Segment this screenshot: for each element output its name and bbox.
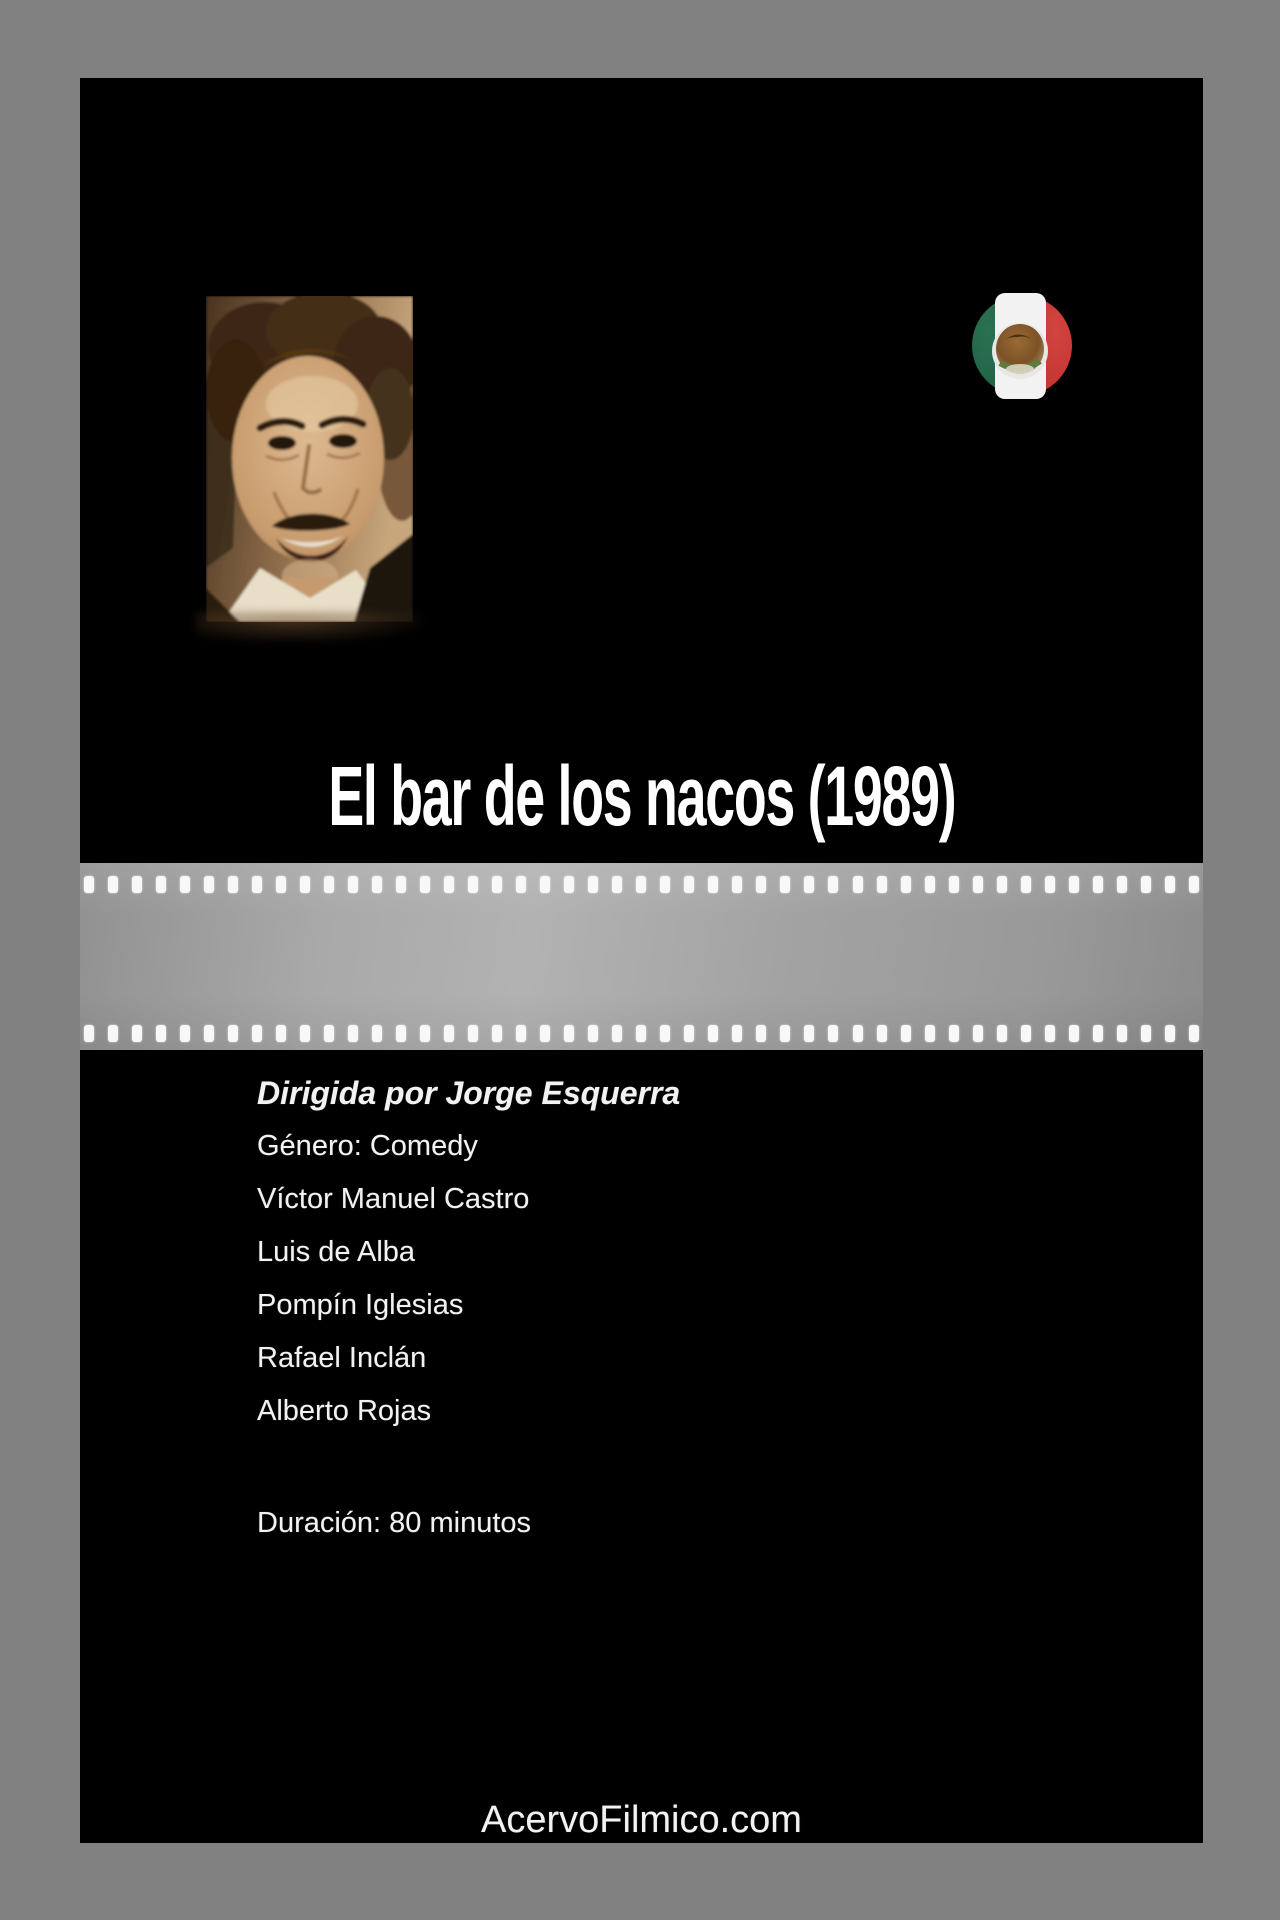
sprocket-hole: [1117, 876, 1127, 893]
sprocket-hole: [684, 876, 694, 893]
sprocket-hole: [372, 876, 382, 893]
sprocket-hole: [973, 1025, 983, 1042]
sprocket-hole: [1189, 1025, 1199, 1042]
sprocket-hole: [348, 1025, 358, 1042]
sprocket-hole: [564, 1025, 574, 1042]
sprocket-hole: [853, 1025, 863, 1042]
sprocket-hole: [636, 1025, 646, 1042]
sprocket-hole: [444, 1025, 454, 1042]
sprocket-hole: [997, 1025, 1007, 1042]
sprocket-hole: [324, 876, 334, 893]
sprocket-hole: [1093, 876, 1103, 893]
sprocket-hole: [108, 876, 118, 893]
cast-member: Pompín Iglesias: [257, 1289, 464, 1321]
site-name: AcervoFilmico.com: [481, 1799, 802, 1841]
sprocket-hole: [180, 1025, 190, 1042]
sprocket-hole: [396, 876, 406, 893]
sprocket-hole: [804, 876, 814, 893]
sprocket-hole: [228, 1025, 238, 1042]
sprocket-hole: [468, 876, 478, 893]
sprocket-hole: [1165, 876, 1175, 893]
sprocket-hole: [1141, 876, 1151, 893]
mexico-flag-icon: [970, 291, 1074, 401]
sprocket-hole: [804, 1025, 814, 1042]
movie-title: [80, 750, 1203, 842]
sprocket-hole: [1189, 876, 1199, 893]
sprocket-hole: [156, 1025, 166, 1042]
sprocket-hole: [132, 1025, 142, 1042]
sprocket-hole: [228, 876, 238, 893]
sprocket-hole: [84, 1025, 94, 1042]
sprocket-hole: [180, 876, 190, 893]
sprocket-hole: [564, 876, 574, 893]
sprocket-hole: [756, 876, 766, 893]
sprocket-hole: [901, 876, 911, 893]
sprocket-hole: [708, 1025, 718, 1042]
film-sprockets-bottom: [80, 1025, 1203, 1043]
sprocket-hole: [204, 876, 214, 893]
sprocket-hole: [372, 1025, 382, 1042]
sprocket-hole: [540, 1025, 550, 1042]
sprocket-hole: [468, 1025, 478, 1042]
sprocket-hole: [1021, 876, 1031, 893]
sprocket-hole: [492, 1025, 502, 1042]
sprocket-hole: [612, 1025, 622, 1042]
poster-card: [80, 78, 1203, 1843]
sprocket-hole: [853, 876, 863, 893]
sprocket-hole: [612, 876, 622, 893]
sprocket-hole: [732, 1025, 742, 1042]
sprocket-hole: [780, 1025, 790, 1042]
sprocket-hole: [324, 1025, 334, 1042]
sprocket-hole: [516, 1025, 526, 1042]
sprocket-hole: [108, 1025, 118, 1042]
sprocket-hole: [1045, 876, 1055, 893]
sprocket-hole: [132, 876, 142, 893]
credits-block: [257, 1067, 680, 1550]
film-sprockets-top: [80, 876, 1203, 894]
sprocket-hole: [396, 1025, 406, 1042]
genre-line: Género: Comedy: [257, 1130, 478, 1162]
duration-line: Duración: 80 minutos: [257, 1507, 532, 1539]
sprocket-hole: [84, 876, 94, 893]
portrait-photo: [206, 296, 413, 622]
sprocket-hole: [636, 876, 646, 893]
sprocket-hole: [540, 876, 550, 893]
sprocket-hole: [1165, 1025, 1175, 1042]
sprocket-hole: [828, 1025, 838, 1042]
sprocket-hole: [901, 1025, 911, 1042]
portrait-shadow: [196, 612, 422, 642]
sprocket-hole: [973, 876, 983, 893]
sprocket-hole: [348, 876, 358, 893]
sprocket-hole: [1069, 876, 1079, 893]
sprocket-hole: [300, 876, 310, 893]
sprocket-hole: [588, 876, 598, 893]
sprocket-hole: [877, 1025, 887, 1042]
sprocket-hole: [252, 876, 262, 893]
sprocket-hole: [997, 876, 1007, 893]
cast-member: Alberto Rojas: [257, 1395, 432, 1427]
sprocket-hole: [780, 876, 790, 893]
cast-member: Víctor Manuel Castro: [257, 1183, 530, 1215]
sprocket-hole: [660, 876, 670, 893]
sprocket-hole: [925, 1025, 935, 1042]
sprocket-hole: [444, 876, 454, 893]
sprocket-hole: [276, 876, 286, 893]
sprocket-hole: [588, 1025, 598, 1042]
sprocket-hole: [420, 876, 430, 893]
sprocket-hole: [732, 876, 742, 893]
sprocket-hole: [252, 1025, 262, 1042]
sprocket-hole: [1141, 1025, 1151, 1042]
sprocket-hole: [204, 1025, 214, 1042]
sprocket-hole: [756, 1025, 766, 1042]
sprocket-hole: [828, 876, 838, 893]
sprocket-hole: [949, 876, 959, 893]
sprocket-hole: [516, 876, 526, 893]
director-line: Dirigida por Jorge Esquerra: [257, 1075, 681, 1111]
cast-member: Luis de Alba: [257, 1236, 416, 1268]
sprocket-hole: [420, 1025, 430, 1042]
sprocket-hole: [949, 1025, 959, 1042]
sprocket-hole: [300, 1025, 310, 1042]
sprocket-hole: [708, 876, 718, 893]
sprocket-hole: [684, 1025, 694, 1042]
sprocket-hole: [1117, 1025, 1127, 1042]
movie-title-text: El bar de los nacos (1989): [327, 749, 956, 843]
sprocket-hole: [1069, 1025, 1079, 1042]
sprocket-hole: [156, 876, 166, 893]
sprocket-hole: [1093, 1025, 1103, 1042]
sprocket-hole: [1021, 1025, 1031, 1042]
sprocket-hole: [1045, 1025, 1055, 1042]
cast-member: Rafael Inclán: [257, 1342, 427, 1374]
sprocket-hole: [660, 1025, 670, 1042]
film-strip: [80, 863, 1203, 1050]
sprocket-hole: [925, 876, 935, 893]
sprocket-hole: [877, 876, 887, 893]
sprocket-hole: [276, 1025, 286, 1042]
sprocket-hole: [492, 876, 502, 893]
